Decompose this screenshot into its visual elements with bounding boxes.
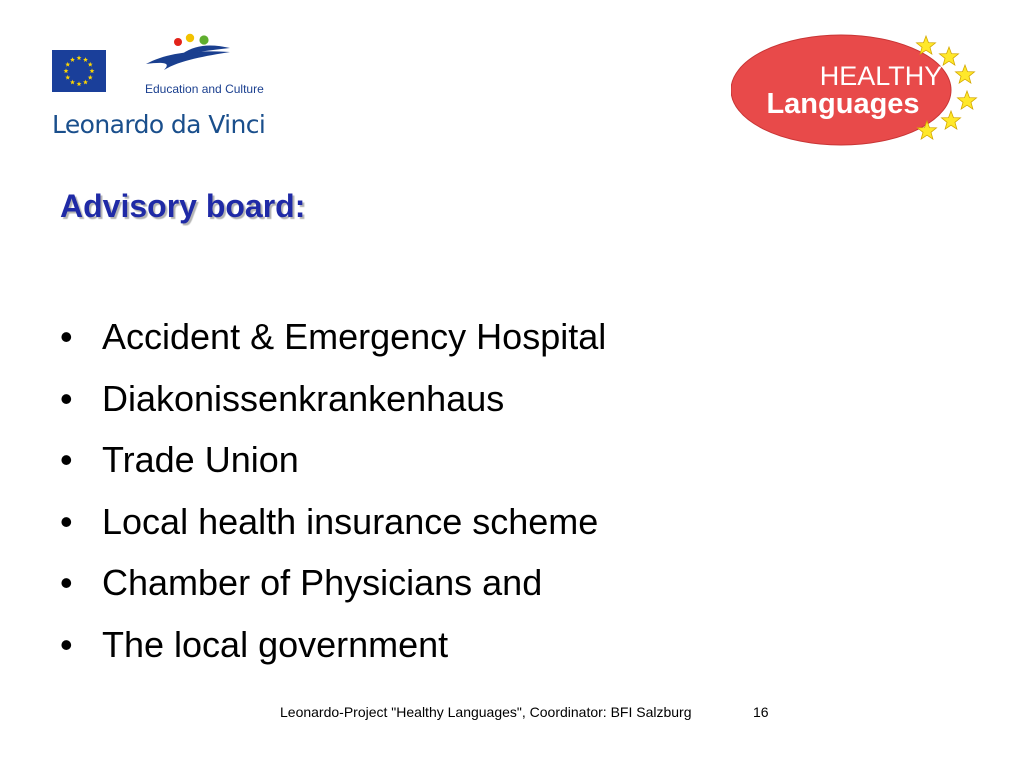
healthy-star-icon xyxy=(939,47,958,65)
list-item xyxy=(58,310,606,372)
eu-flag-icon xyxy=(52,50,106,92)
bullet-icon: • xyxy=(60,500,73,542)
bullet-icon: • xyxy=(60,562,73,603)
healthy-star-icon xyxy=(955,65,974,83)
healthy-logo-line1: HEALTHY xyxy=(819,61,943,91)
list-item xyxy=(58,433,606,495)
bullet-icon: • xyxy=(60,377,73,419)
list-item xyxy=(58,556,606,618)
list-item-text: Local health insurance scheme xyxy=(102,500,599,542)
programme-name: Leonardo da Vinci xyxy=(52,110,266,139)
footer-text: Leonardo-Project "Healthy Languages", Coordinator: BFI Salzburg xyxy=(280,704,692,720)
list-item xyxy=(58,372,606,434)
slide-title: Advisory board: xyxy=(60,188,306,224)
healthy-logo-line2: Languages xyxy=(766,88,920,120)
list-item-text: Accident & Emergency Hospital xyxy=(102,316,607,357)
list-item-text: The local government xyxy=(102,623,449,665)
advisory-board-list xyxy=(58,310,606,679)
bullet-icon: • xyxy=(60,316,73,357)
healthy-languages-logo xyxy=(731,33,979,149)
list-item-text: Trade Union xyxy=(102,439,299,480)
list-item xyxy=(58,618,606,680)
education-culture-logo-icon xyxy=(142,30,238,72)
healthy-star-icon xyxy=(957,91,976,109)
programme-label: Education and Culture xyxy=(145,82,264,96)
list-item-text: Chamber of Physicians and xyxy=(102,562,543,603)
list-item-text: Diakonissenkrankenhaus xyxy=(102,377,505,419)
bullet-icon: • xyxy=(60,439,73,480)
list-item xyxy=(58,495,606,557)
page-number: 16 xyxy=(753,704,769,720)
bullet-icon: • xyxy=(60,623,73,665)
healthy-star-icon xyxy=(941,111,960,129)
